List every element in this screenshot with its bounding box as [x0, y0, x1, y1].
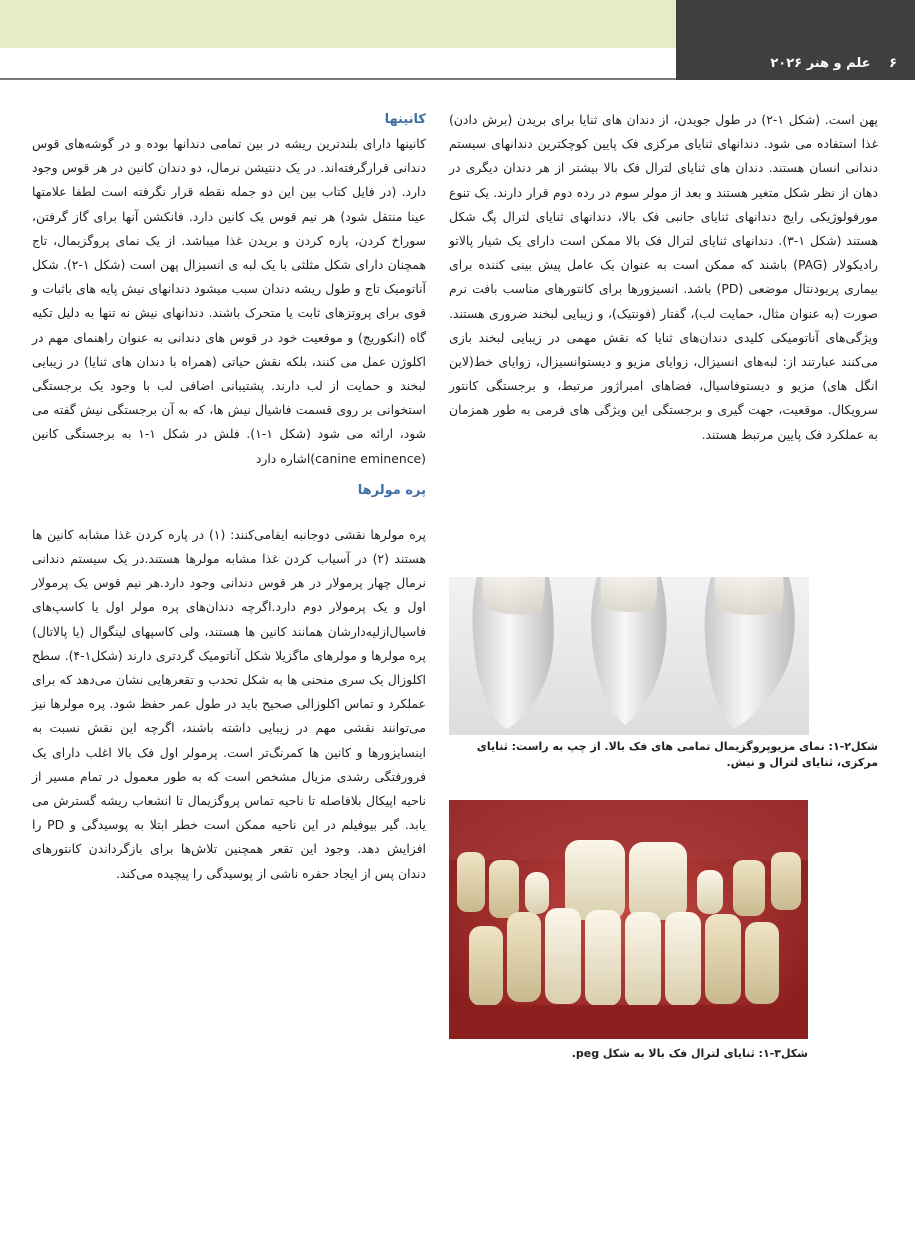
peg-lateral-photo: [449, 800, 808, 1039]
canines-paragraph: کانینها دارای بلندترین ریشه در بین تمامی دندانها بوده و در گوشه‌های قوس دندانی قرارگرفته‌اند. در یک دنتیشن نرمال، دو دندان کانین در هر قوس وجود دارد. (در فایل کتاب بین این دو جمله نقطه قرار نگرفته است لطفا علامتها عینا منتقل شود) هر نیم قوس یک کانین دارد. فانکشن آنها برای گاز گرفتن، سوراخ کردن، پاره کردن و بریدن غذا میباشد. از یک نمای پروگزیمال، تاج همچنان دارای شکل مثلثی با یک لبه ی انسیزال پهن است (شکل ۱-۲). شکل آناتومیک تاج و طول ریشه دندان سبب میشود دندانهای نیش پایه های باثبات و قوی برای پروتزهای ثابت یا متحرک باشند. دندانهای نیش نه تنها به دلیل تکیه گاه (انکوریج) و موقعیت خود در قوس های دندانی به عنوان راهنمای مهم در اکلوژن عمل می کنند، بلکه نقش حیاتی (همراه با دندان های ثنایا) در زیبایی لبخند و حمایت از لب دارند. پشتیبانی اضافی لب با وجود یک برجستگی استخوانی بر روی قسمت فاشیال نیش ها، که به آن برجستگی نیش گفته می شود، ارائه می شود (شکل ۱-۱). فلش در شکل ۱-۱ به برجستگی کانین (canine eminence)اشاره دارد: [32, 136, 426, 466]
mouth-illustration: [449, 800, 808, 1039]
figure-3-caption: شکل۳-۱: ثنایای لترال فک بالا به شکل peg.: [571, 1047, 808, 1060]
premolars-heading: پره مولرها: [357, 482, 426, 498]
figure-2-caption: شکل۲-۱: نمای مزیوپروگزیمال تمامی های فک بالا. از چپ به راست: ثنایای مرکزی، ثنایای لترال و نیش.: [476, 740, 878, 769]
premolars-paragraph: پره مولرها نقشی دوجانبه ایفامی‌کنند: (۱) در پاره کردن غذا مشابه کانین ها هستند (۲) در آسیاب کردن غذا مشابه مولرها هستند.در یک سیستم دندانی نرمال چهار پرمولار در هر قوس دندانی وجود دارد.هر نیم قوس یک پرمولار اول و یک پرمولار دوم دارد.اگرچه دندان‌های پره مولر اول یا کاسپ‌های فاسیال‌ازلیه‌دارشان همانند کانین ها هستند، ولی کاسپهای لینگوال (یا پالاتال) پره مولرها و مولرهای ماگزیلا شکل آناتومیک گردتری دارند (شکل۱-۴). سطح اکلوزال یک سری منحنی ها به شکل تحدب و تقعرهایی نشان می‌دهد که برای عملکرد و تماس اکلوزالی صحیح باید در طول عمر حفظ شود. پره مولرها نیز می‌توانند نقشی مهم در زیبایی داشته باشند، اگرچه این نقش نسبت به اینسایزورها و کانین ها کمرنگ‌تر است. پرمولر اول فک بالا اغلب دارای یک فرورفتگی رشدی مزیال مشخص است که به طور معمول در تمام مسیر از ناحیه اپیکال بلافاصله تا ناحیه تماس پروگزیمال تا انشعاب ریشه گسترش می یابد. گیر بیوفیلم در این ناحیه ممکن است خطر ابتلا به پوسیدگی و PD را افزایش دهد. وجود این تقعر همچنین تلاش‌ها برای بازگرداندن کانتورهای دندان پس از ایجاد حفره ناشی از پوسیدگی را پیچیده می‌کند.: [32, 526, 427, 881]
header-rule: [0, 78, 676, 80]
page-number: ۶: [889, 56, 897, 71]
right-column: [449, 108, 878, 447]
running-title: علم و هنر ۲۰۲۶: [770, 56, 871, 71]
header-band: [0, 0, 676, 48]
left-column: [32, 108, 426, 886]
incisors-paragraph: پهن است. (شکل ۱-۲) در طول جویدن، از دندان های ثنایا برای بریدن (برش دادن) غذا استفاده می شود. دندانهای ثنایای مرکزی فک پایین کوچکترین دندانهای سیستم دندانی انسان هستند. دندان های ثنایای لترال فک بالا بیشتر از هر دندان دیگری در دهان از نظر شکل متغیر هستند و بعد از مولر سوم در رده دوم قرار دارند. یک تنوع مورفولوژیکی رایج دندانهای ثنایای جانبی فک بالا، دندانهای ثنایای لترال پگ شکل هستند (شکل ۱-۳). دندانهای ثنایای لترال فک بالا ممکن است دارای یک شیار پالاتو رادیکولار (PAG) باشند که ممکن است به عنوان یک عامل پیش بینی کننده برای بیماری پریودنتال موضعی (PD) باشد. انسیزورها برای کانتورهای مناسب بافت نرم صورت (به عنوان مثال، حمایت لب)، گفتار (فونتیک)، و زیبایی لبخند ضروری هستند. ویژگی‌های آناتومیکی کلیدی دندان‌های ثنایا که نقش مهمی در زیبایی لبخند بازی می‌کنند عبارتند از: لبه‌های انسیزال، زوایای مزیو و دیستوانسیزال، زوایای خط(لاین انگل های) مزیو و دیستوفاسیال، فضاهای امبراژور مرتبط، و برجستگی کانتور سرویکال. موقعیت، جهت گیری و برجستگی این ویژگی های فرمی به طور همزمان به عملکرد فک پایین مرتبط هستند.: [449, 112, 879, 442]
canines-heading: کانینها: [384, 112, 426, 127]
header-title-block: [676, 0, 915, 80]
incisors-canine-photo: [449, 577, 809, 735]
page-header: [0, 0, 915, 80]
teeth-illustration: [449, 577, 809, 735]
